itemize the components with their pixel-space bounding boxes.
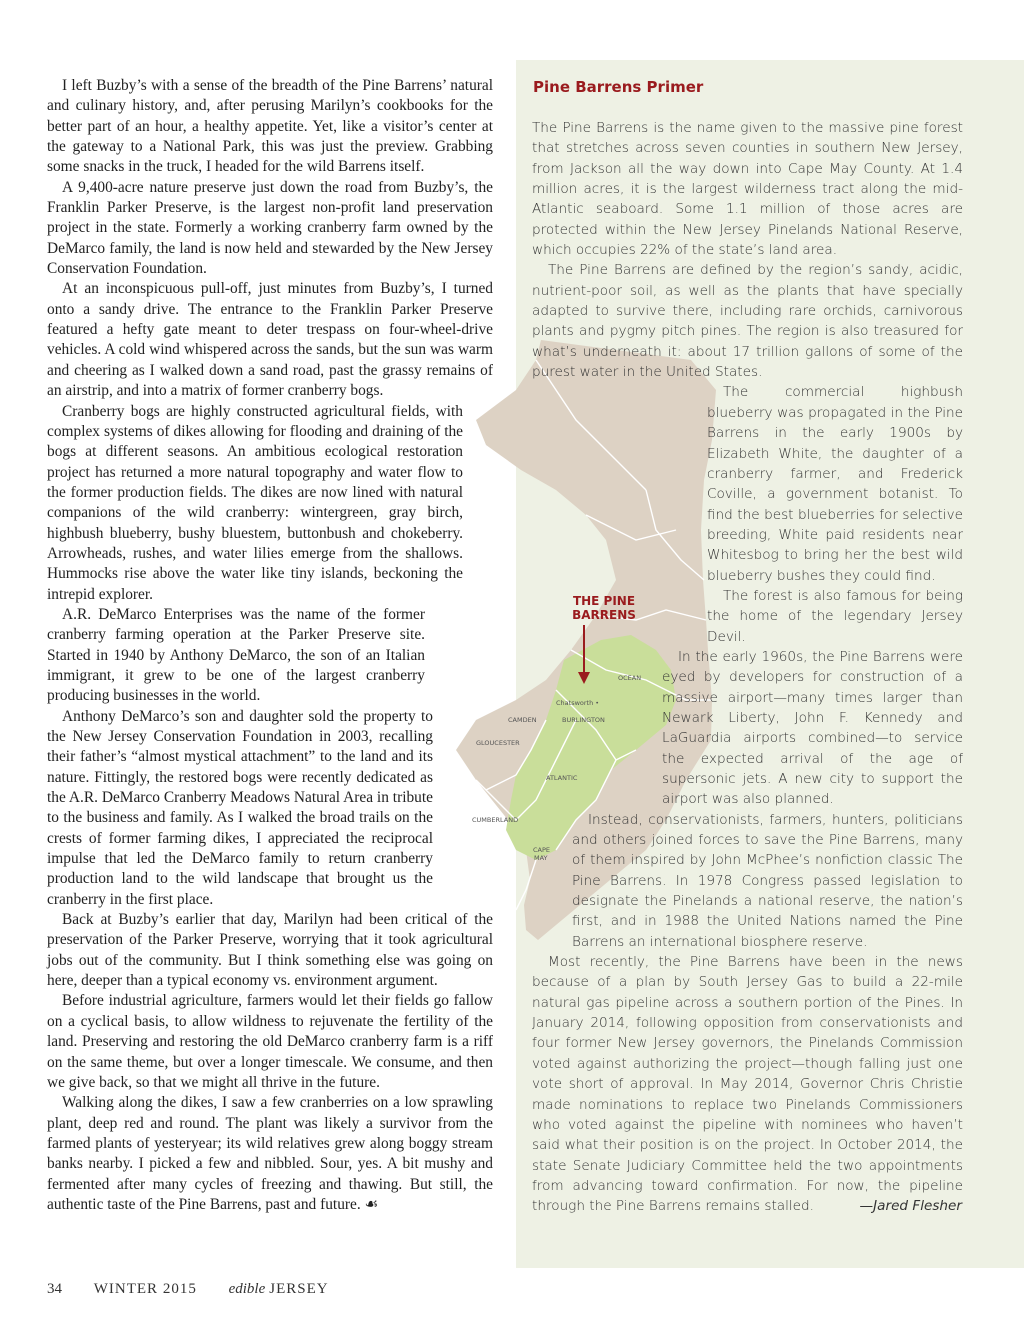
- article-body: [47, 76, 493, 1215]
- map-label-ocean: OCEAN: [618, 674, 642, 682]
- sidebar-paragraph: Instead, conservationists, farmers, hunters, politicians and others joined forces to save the Pine Barrens, many of them inspired by John McPhee’s nonfiction classic The Pine Barrens. In 1978 Congress passed legislation to designate the Pinelands a national reserve, the nation’s first, and in 1988 the United Nations named the Pine Barrens an international biosphere reserve.: [572, 811, 963, 950]
- issue-season: WINTER 2015: [93, 1281, 197, 1297]
- pine-barrens-map-label: THE PINE BARRENS: [572, 594, 636, 622]
- article-paragraph: At an inconspicuous pull-off, just minutes from Buzby’s, I turned onto a sandy drive. The entrance to the Franklin Parker Preserve featured a hefty gate meant to deter trespass on four-wheel-drive vehicles. A cold wind whispered across the sands, but the sun was warm and cheering as I walked down a sand road, past the grassy remains of an airstrip, and into a matrix of former cranberry bogs.: [47, 280, 493, 400]
- map-label-atlantic: ATLANTIC: [546, 774, 578, 782]
- article-paragraph: Cranberry bogs are highly constructed agricultural fields, with complex systems of dikes allowing for flooding and draining of the bogs at different seasons. An ambitious ecological restoration project has returned a more natural topography and water flow to the former production fields. The dikes are now lined with natural companions of the wild cranberry: wintergreen, gray birch, highbush blueberry, bushy bluestem, buttonbush and chokeberry. Arrowheads, rushes, and water lilies emerge from the shallows. Hummocks rise above the water like tiny islands, beckoning the intrepid explorer.: [47, 402, 463, 603]
- sidebar-body: [532, 118, 963, 1217]
- map-label-chatsworth: Chatsworth •: [556, 699, 600, 707]
- sidebar-paragraph: The forest is also famous for being the home of the legendary Jersey Devil.: [707, 587, 963, 645]
- article-paragraph: I left Buzby’s with a sense of the breadth of the Pine Barrens’ natural and culinary history, and, after perusing Marilyn’s cookbooks for the better part of an hour, a healthy appetite. Yet, like a visitor’s center at the gateway to a National Park, this was just the preview. Grabbing some snacks in the truck, I headed for the wild Barrens itself.: [47, 77, 493, 176]
- page-footer: [47, 1281, 329, 1298]
- article-paragraph: Anthony DeMarco’s son and daughter sold the property to the New Jersey Conservation Foundation in 2003, recalling their father’s “almost mystical attachment” to the land and its nature. Fittingly, the restored bogs were recently dedicated as the A.R. DeMarco Cranberry Meadows Natural Area in tribute to the business and family. As I walked the broad trails on the crests of former farming dikes, I appreciated the reciprocal impulse that led the DeMarco family to return cranberry production land to the wild landscape that brought us the cranberry in the first place.: [47, 707, 433, 908]
- map-label-burlington: BURLINGTON: [562, 716, 605, 724]
- article-paragraph: Before industrial agriculture, farmers would let their fields go fallow on a cyclical basis, to allow wildness to rejuvenate the fertility of the land. Preserving and restoring the old DeMarco cranberry farm is a riff on the same theme, but over a longer timescale. We consume, and then we give back, so that we might all thrive in the future.: [47, 992, 493, 1091]
- magazine-name-edible: edible: [228, 1281, 266, 1297]
- article-paragraph: A.R. DeMarco Enterprises was the name of the former cranberry farming operation at the Parker Preserve site. Started in 1940 by Anthony DeMarco, the son of an Italian immigrant, it grew to be one of the largest cranberry producing businesses in the world.: [47, 605, 425, 705]
- sidebar-paragraph: The commercial highbush blueberry was propagated in the Pine Barrens in the early 1900s by Elizabeth White, the daughter of a cranberry farmer, and Frederick Coville, a government botanist. To find the best blueberries for selective breeding, White paid residents near Whitesbog to bring her the best wild blueberry bushes they could find.: [707, 384, 963, 584]
- sidebar-paragraph: Most recently, the Pine Barrens have been in the news because of a plan by South Jersey Gas to build a 22-mile natural gas pipeline across a southern portion of the Pines. In January 2014, following opposition from conservationists and four former New Jersey governors, the Pinelands Commission voted against authorizing the project—though falling just one vote short of approval. In May 2014, Governor Chris Christie made nominations to replace two Pinelands Commissioners who voted against the pipeline with nominees who haven’t said what their position is on the project. In October 2014, the state Senate Judiciary Committee held the two appointments from advancing toward confirmation. For now, the pipeline through the Pine Barrens remains stalled.: [532, 954, 963, 1215]
- sidebar-paragraph: The Pine Barrens is the name given to the massive pine forest that stretches across seven counties in southern New Jersey, from Jackson all the way down into Cape May County. At 1.4 million acres, it is the largest wilderness tract along the mid-Atlantic seaboard. Some 1.1 million of those acres are protected within the New Jersey Pinelands National Reserve, which occupies 22% of the state’s land area.: [532, 120, 963, 259]
- map-label-may: MAY: [534, 854, 548, 862]
- article-paragraph: Back at Buzby’s earlier that day, Marilyn had been critical of the preservation of the Parker Preserve, worrying that it took agricultural jobs out of the community. But I think something else was going on here, deeper than a typical economy vs. environment argument.: [47, 911, 493, 990]
- map-label-camden: CAMDEN: [508, 716, 537, 724]
- sidebar-paragraph: In the early 1960s, the Pine Barrens were eyed by developers for construction of a massive airport—many times larger than Newark Liberty, John F. Kennedy and LaGuardia airports combined—to service the expected arrival of the age of supersonic jets. A new city to support the airport was also planned.: [662, 648, 963, 808]
- article-paragraph: Walking along the dikes, I saw a few cranberries on a low sprawling plant, deep red and round. The plant was likely a survivor from the farmed plants of yesteryear; its wild relatives grew along boggy stream banks nearby. I picked a few and nibbled. Sour, yes. A bit mushy and fermented after many cycles of freezing and thawing. But still, the authentic taste of the Pine Barrens, past and future. ☙: [47, 1094, 493, 1213]
- sidebar-title: Pine Barrens Primer: [533, 78, 704, 96]
- article-paragraph: A 9,400-acre nature preserve just down the road from Buzby’s, the Franklin Parker Preserve, is the largest non-profit land preservation project in the state. Formerly a working cranberry farm owned by the DeMarco family, the land is now held and stewarded by the New Jersey Conservation Foundation.: [47, 178, 493, 278]
- sidebar-paragraph: The Pine Barrens are defined by the region’s sandy, acidic, nutrient-poor soil, as well as the plants that have specially adapted to survive there, including rare orchids, carnivorous plants and pygmy pitch pines. The region is also treasured for what’s underneath it: about 17 trillion gallons of some of the purest water in the United States.: [532, 262, 963, 381]
- map-label-gloucester: GLOUCESTER: [476, 739, 520, 747]
- page-number: 34: [47, 1281, 62, 1297]
- map-label-cape: CAPE: [533, 846, 551, 854]
- sidebar-signature: —Jared Flesher: [859, 1198, 962, 1214]
- magazine-name-jersey: JERSEY: [269, 1281, 329, 1297]
- map-label-cumberland: CUMBERLAND: [472, 816, 519, 824]
